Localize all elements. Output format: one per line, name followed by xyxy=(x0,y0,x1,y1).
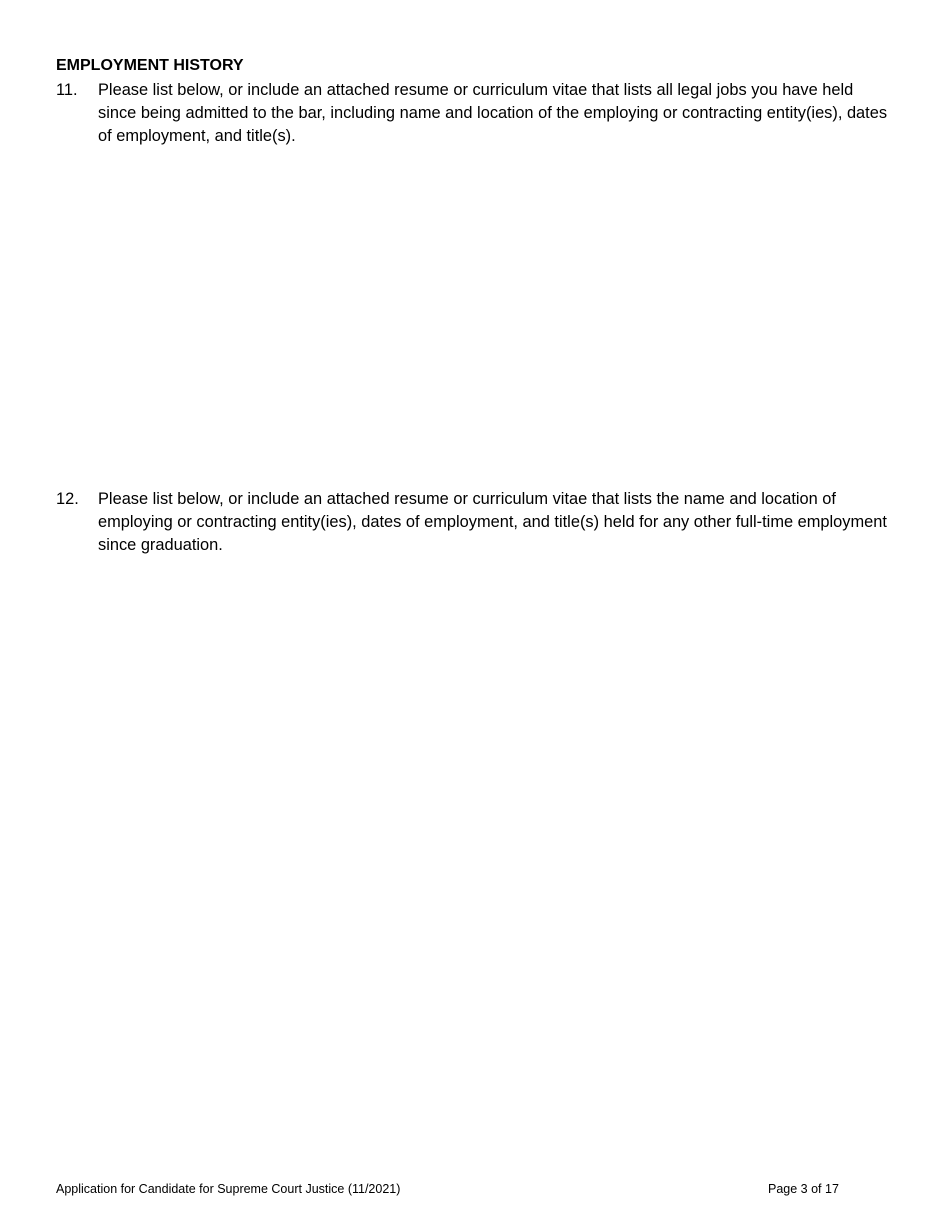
answer-area-12[interactable] xyxy=(98,560,888,1150)
question-number: 11. xyxy=(56,81,78,99)
footer-page-number: Page 3 of 17 xyxy=(768,1182,839,1196)
footer-form-title: Application for Candidate for Supreme Court Justice (11/2021) xyxy=(56,1182,401,1196)
question-text: Please list below, or include an attached resume or curriculum vitae that lists the name and location of employing or contracting entity(ies), dates of employment, and title(s) held for any other full-time employment since graduation. xyxy=(98,490,887,554)
question-number: 12. xyxy=(56,490,79,508)
question-text: Please list below, or include an attached resume or curriculum vitae that lists all legal jobs you have held since being admitted to the bar, including name and location of the employing or contracting entity(ies), dates of employment, and title(s). xyxy=(98,81,888,145)
question-11 xyxy=(56,79,896,148)
section-heading: EMPLOYMENT HISTORY xyxy=(56,57,244,74)
answer-area-11[interactable] xyxy=(98,152,888,472)
question-12 xyxy=(56,488,896,557)
